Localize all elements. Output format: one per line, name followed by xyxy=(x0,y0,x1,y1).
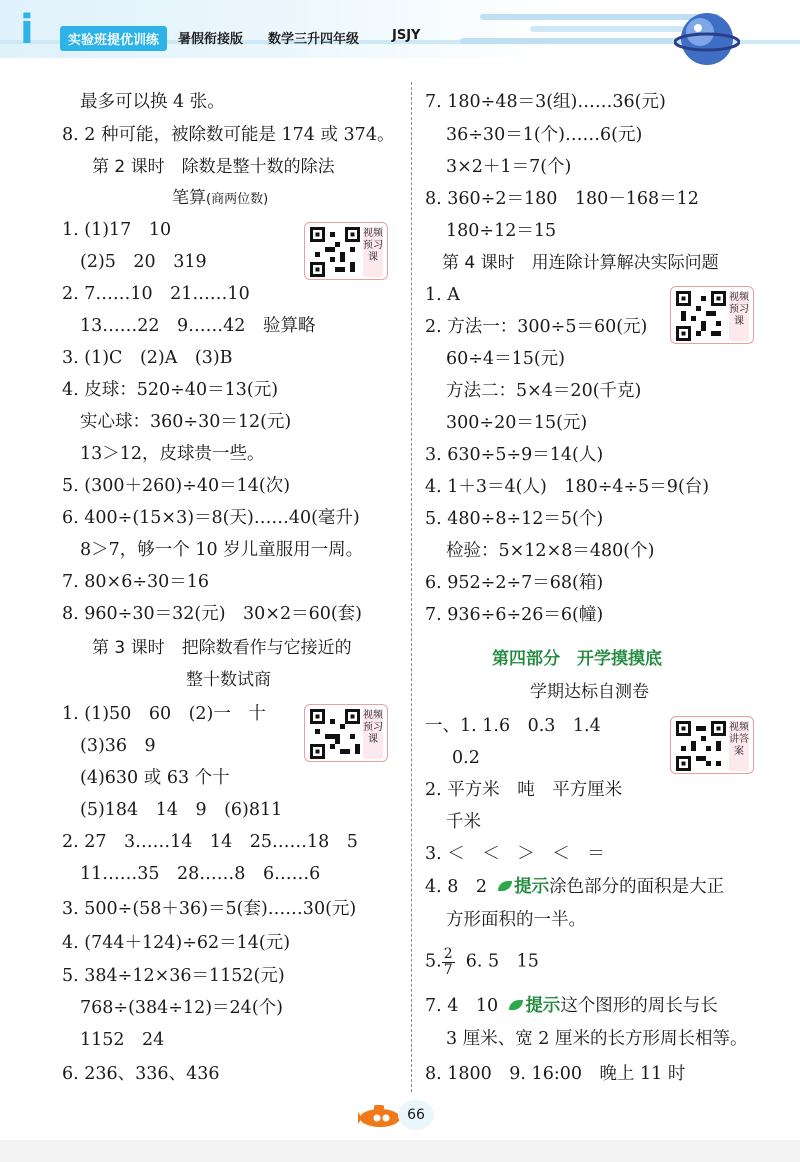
answer-line: 4. (744＋124)÷62＝14(元) xyxy=(62,933,291,953)
answer-line: 7. 80×6÷30＝16 xyxy=(62,572,210,592)
answer-line: 3 厘米、宽 2 厘米的长方形周长相等。 xyxy=(446,1029,748,1049)
qr-code-icon xyxy=(676,721,726,771)
answer-line: 检验：5×12×8＝480(个) xyxy=(446,541,655,561)
answer-line: 6. 400÷(15×3)＝8(天)……40(毫升) xyxy=(62,508,360,528)
answer-line: 768÷(384÷12)＝24(个) xyxy=(80,998,283,1018)
answer-line: 1. (1)50 60 (2)一 十 xyxy=(62,704,266,724)
qr-caption: 视频预习课 xyxy=(363,227,383,277)
answer-line: (4)630 或 63 个十 xyxy=(80,768,230,788)
answer-line: 3. 630÷5÷9＝14(人) xyxy=(425,445,604,465)
answer-line: (5)184 14 9 (6)811 xyxy=(80,800,283,820)
answer-line: 3. (1)C (2)A (3)B xyxy=(62,348,233,368)
answer-line: 60÷4＝15(元) xyxy=(446,349,565,369)
answer-line: 0.2 xyxy=(452,748,480,768)
answer-line: 5. (300＋260)÷40＝14(次) xyxy=(62,476,291,496)
answer-line: 4. 1＋3＝4(人) 180÷4÷5＝9(台) xyxy=(425,477,710,497)
qr-code-widget[interactable] xyxy=(304,222,388,280)
footer-strip xyxy=(0,1140,800,1162)
answer-line: 11……35 28……8 6……6 xyxy=(80,864,321,884)
answer-line: 8＞7，够一个 10 岁儿童服用一周。 xyxy=(80,540,364,560)
series-badge: 实验班提优训练 xyxy=(60,26,167,51)
answer-line: 2. 方法一：300÷5＝60(元) xyxy=(425,317,648,337)
answer-line: 6. 952÷2÷7＝68(箱) xyxy=(425,573,604,593)
qr-caption: 视频预习课 xyxy=(729,291,749,341)
lesson-4-heading: 第 4 课时 用连除计算解决实际问题 xyxy=(442,253,719,273)
tip-label: 提示 xyxy=(525,996,561,1016)
leaf-icon xyxy=(509,1000,523,1010)
answer-line: 最多可以换 4 张。 xyxy=(80,92,225,112)
lesson-2-heading: 第 2 课时 除数是整十数的除法 xyxy=(92,157,335,177)
answer-line: 2. 7……10 21……10 xyxy=(62,284,250,304)
answer-line: 8. 360÷2＝180 180－168＝12 xyxy=(425,189,699,209)
answer-line: 180÷12＝15 xyxy=(446,221,557,241)
leaf-icon xyxy=(498,881,512,891)
qr-code-icon xyxy=(310,709,360,759)
answer-line: 8. 1800 9. 16:00 晚上 11 时 xyxy=(425,1064,686,1084)
answer-line: 3. 500÷(58＋36)＝5(套)……30(元) xyxy=(62,899,357,919)
answer-line: 4. 皮球：520÷40＝13(元) xyxy=(62,380,279,400)
answer-line: 一、1. 1.6 0.3 1.4 xyxy=(425,716,601,736)
edition-label: 暑假衔接版 xyxy=(178,32,244,47)
qr-code-widget[interactable] xyxy=(670,716,754,774)
qr-code-widget[interactable] xyxy=(670,286,754,344)
answer-line: 8. 960÷30＝32(元) 30×2＝60(套) xyxy=(62,604,363,624)
answer-line: 7. 180÷48＝3(组)……36(元) xyxy=(425,92,666,112)
publisher-code: JSJY xyxy=(392,28,421,43)
logo-mark: i xyxy=(20,7,34,53)
answer-line: 300÷20＝15(元) xyxy=(446,413,588,433)
answer-line: 千米 xyxy=(446,812,481,832)
answer-line: (3)36 9 xyxy=(80,736,156,756)
answer-line: 3×2＋1＝7(个) xyxy=(446,157,572,177)
answer-line: 2. 平方米 吨 平方厘米 xyxy=(425,780,623,800)
tip-label: 提示 xyxy=(514,877,550,897)
answer-line: 1152 24 xyxy=(80,1030,165,1050)
answer-line: 5. 480÷8÷12＝5(个) xyxy=(425,509,604,529)
answer-line: 4. 8 2 提示涂色部分的面积是大正 xyxy=(425,877,725,897)
planet-illustration xyxy=(674,6,740,72)
column-divider xyxy=(411,82,412,1092)
answer-line: 3. ＜ ＜ ＞ ＜ ＝ xyxy=(425,844,605,864)
answer-line: 13＞12，皮球贵一些。 xyxy=(80,444,265,464)
qr-code-widget[interactable] xyxy=(304,704,388,762)
qr-code-icon xyxy=(310,227,360,277)
fraction: $\frac{2}{7}$ xyxy=(443,946,453,978)
lesson-3-heading: 第 3 课时 把除数看作与它接近的 xyxy=(92,638,352,658)
answer-line: 方法二：5×4＝20(千克) xyxy=(446,381,642,401)
lesson-3-heading-cont: 整十数试商 xyxy=(186,670,271,690)
answer-line: 2. 27 3……14 14 25……18 5 xyxy=(62,832,358,852)
test-title: 学期达标自测卷 xyxy=(530,682,649,702)
subject-label: 数学三升四年级 xyxy=(268,32,360,47)
qr-caption: 视频预习课 xyxy=(363,709,383,759)
answer-line: 实心球：360÷30＝12(元) xyxy=(80,412,292,432)
answer-line: 13……22 9……42 验算略 xyxy=(80,316,316,336)
answer-line: 1. (1)17 10 xyxy=(62,220,172,240)
qr-caption: 视频讲答案 xyxy=(729,721,749,771)
lesson-2-subheading: 笔算(商两位数) xyxy=(172,188,269,208)
answer-line: 7. 4 10 提示这个图形的周长与长 xyxy=(425,996,718,1016)
answer-line: 5. 384÷12×36＝1152(元) xyxy=(62,966,285,986)
answer-line: 6. 236、336、436 xyxy=(62,1064,220,1084)
answer-line: 方形面积的一半。 xyxy=(446,910,586,930)
answer-line: 5. $\frac{2}{7}$ 6. 5 15 xyxy=(425,946,539,978)
answer-line: (2)5 20 319 xyxy=(80,252,207,272)
qr-code-icon xyxy=(676,291,726,341)
part-4-heading: 第四部分 开学摸摸底 xyxy=(492,649,662,669)
answer-line: 36÷30＝1(个)……6(元) xyxy=(446,125,643,145)
answer-line: 7. 936÷6÷26＝6(幢) xyxy=(425,605,604,625)
answer-line: 1. A xyxy=(425,285,460,305)
page-number: 66 xyxy=(398,1100,434,1130)
answer-line: 8. 2 种可能，被除数可能是 174 或 374。 xyxy=(62,125,395,145)
